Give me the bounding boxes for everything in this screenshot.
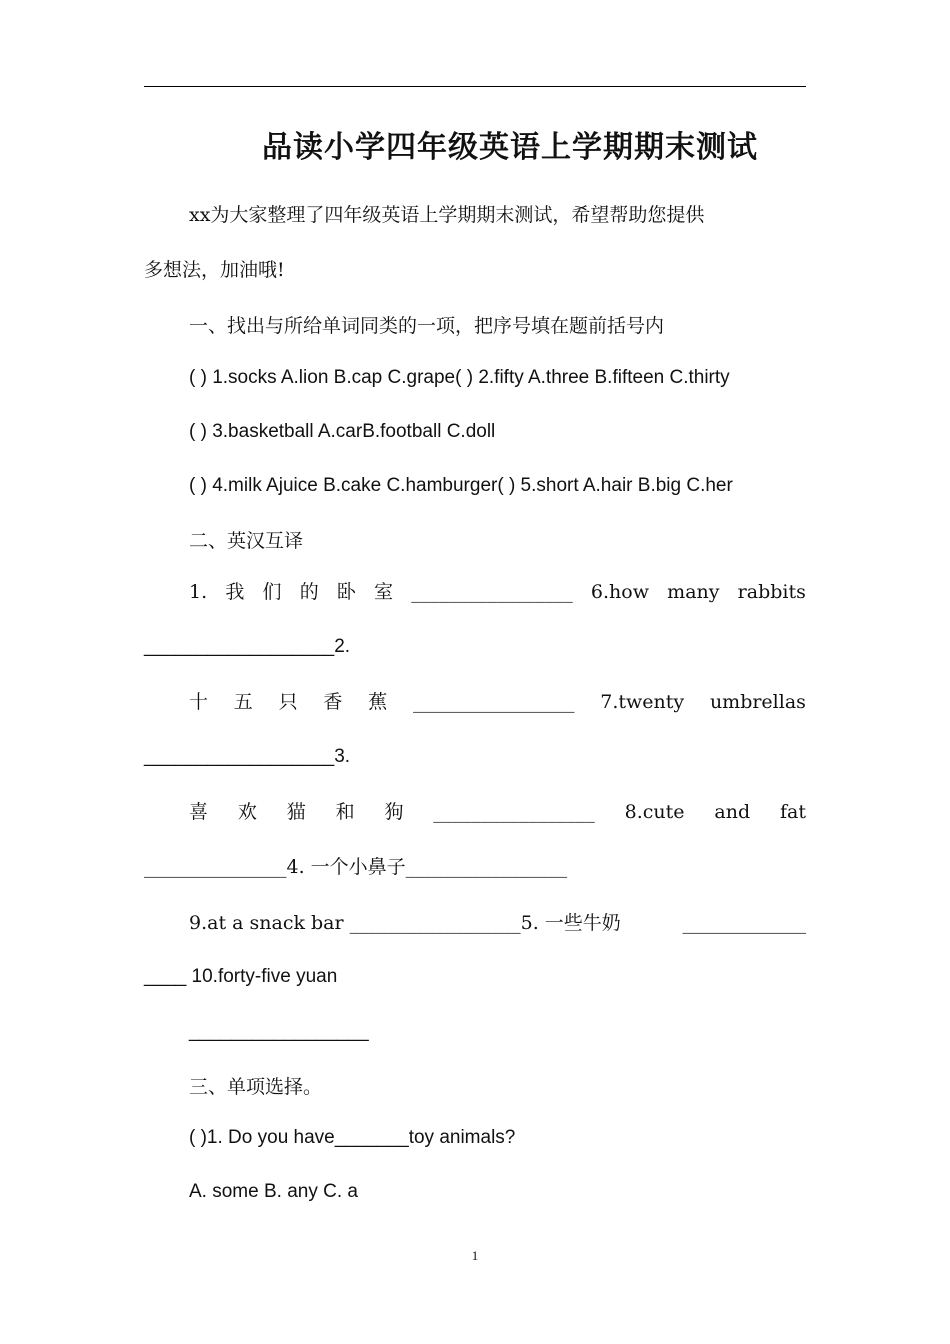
row3-token: 和 — [335, 801, 355, 823]
row2-token: 十 — [189, 691, 209, 713]
translation-row-2-continued: __________________3. — [144, 746, 351, 767]
intro-line-1: xx为大家整理了四年级英语上学期期末测试，希望帮助您提供 — [189, 204, 705, 226]
row2-token: 只 — [278, 691, 298, 713]
document-title: 品读小学四年级英语上学期期末测试 — [262, 130, 758, 165]
row2-token: 五 — [233, 691, 253, 713]
row4-text: 9.at a snack bar __________________5. 一些牛奶 — [189, 912, 621, 934]
row3-token: 喜 — [189, 801, 209, 823]
row3-token: 猫 — [286, 801, 306, 823]
translation-row-3 — [189, 798, 806, 826]
translation-row-6-blank[interactable]: _________________ — [189, 1021, 369, 1042]
section2-heading: 二、英汉互译 — [189, 530, 304, 552]
answer-blank[interactable]: _________________ — [411, 581, 573, 603]
row2-token: 蕉 — [368, 691, 388, 713]
section3-question-1: ( )1. Do you have_______toy animals? — [189, 1127, 516, 1148]
row2-token: umbrellas — [709, 691, 806, 713]
section1-question-3: ( ) 3.basketball A.carB.football C.doll — [189, 421, 496, 442]
row1-token: 的 — [299, 581, 319, 603]
row3-token: fat — [779, 801, 806, 823]
row2-token: 7.twenty — [600, 691, 685, 713]
translation-row-5: ____ 10.forty-five yuan — [144, 966, 338, 987]
row1-token: 室 — [374, 581, 394, 603]
row3-token: 欢 — [237, 801, 257, 823]
row2-token: 香 — [323, 691, 343, 713]
answer-blank[interactable]: _____________ — [682, 912, 806, 934]
row3-token: 8.cute — [624, 801, 685, 823]
section1-heading: 一、找出与所给单词同类的一项，把序号填在题前括号内 — [189, 315, 665, 337]
section1-question-4-5: ( ) 4.milk Ajuice B.cake C.hamburger( ) 5.short A.hair B.big C.her — [189, 475, 733, 496]
translation-row-4 — [189, 909, 806, 937]
intro-line-2: 多想法，加油哦! — [144, 259, 285, 281]
row3-token: 狗 — [384, 801, 404, 823]
row1-token: rabbits — [737, 581, 806, 603]
translation-row-2 — [189, 688, 806, 716]
translation-row-1-continued: __________________2. — [144, 636, 351, 657]
answer-blank[interactable]: _________________ — [433, 801, 595, 823]
section3-question-1-options: A. some B. any C. a — [189, 1181, 358, 1202]
section1-question-1-2: ( ) 1.socks A.lion B.cap C.grape( ) 2.fifty A.three B.fifteen C.thirty — [189, 367, 730, 388]
translation-row-3-continued: _______________4. 一个小鼻子_________________ — [144, 856, 568, 878]
row3-token: and — [714, 801, 751, 823]
translation-row-1 — [189, 578, 806, 606]
row1-token: 1. — [189, 581, 208, 603]
row1-token: many — [667, 581, 720, 603]
row1-token: 卧 — [336, 581, 356, 603]
header-rule — [144, 86, 806, 87]
row1-token: 们 — [262, 581, 282, 603]
section3-heading: 三、单项选择。 — [189, 1076, 323, 1098]
answer-blank[interactable]: _________________ — [412, 691, 575, 713]
row1-token: 我 — [225, 581, 245, 603]
page-number: 1 — [471, 1248, 479, 1263]
row1-token: 6.how — [590, 581, 649, 603]
